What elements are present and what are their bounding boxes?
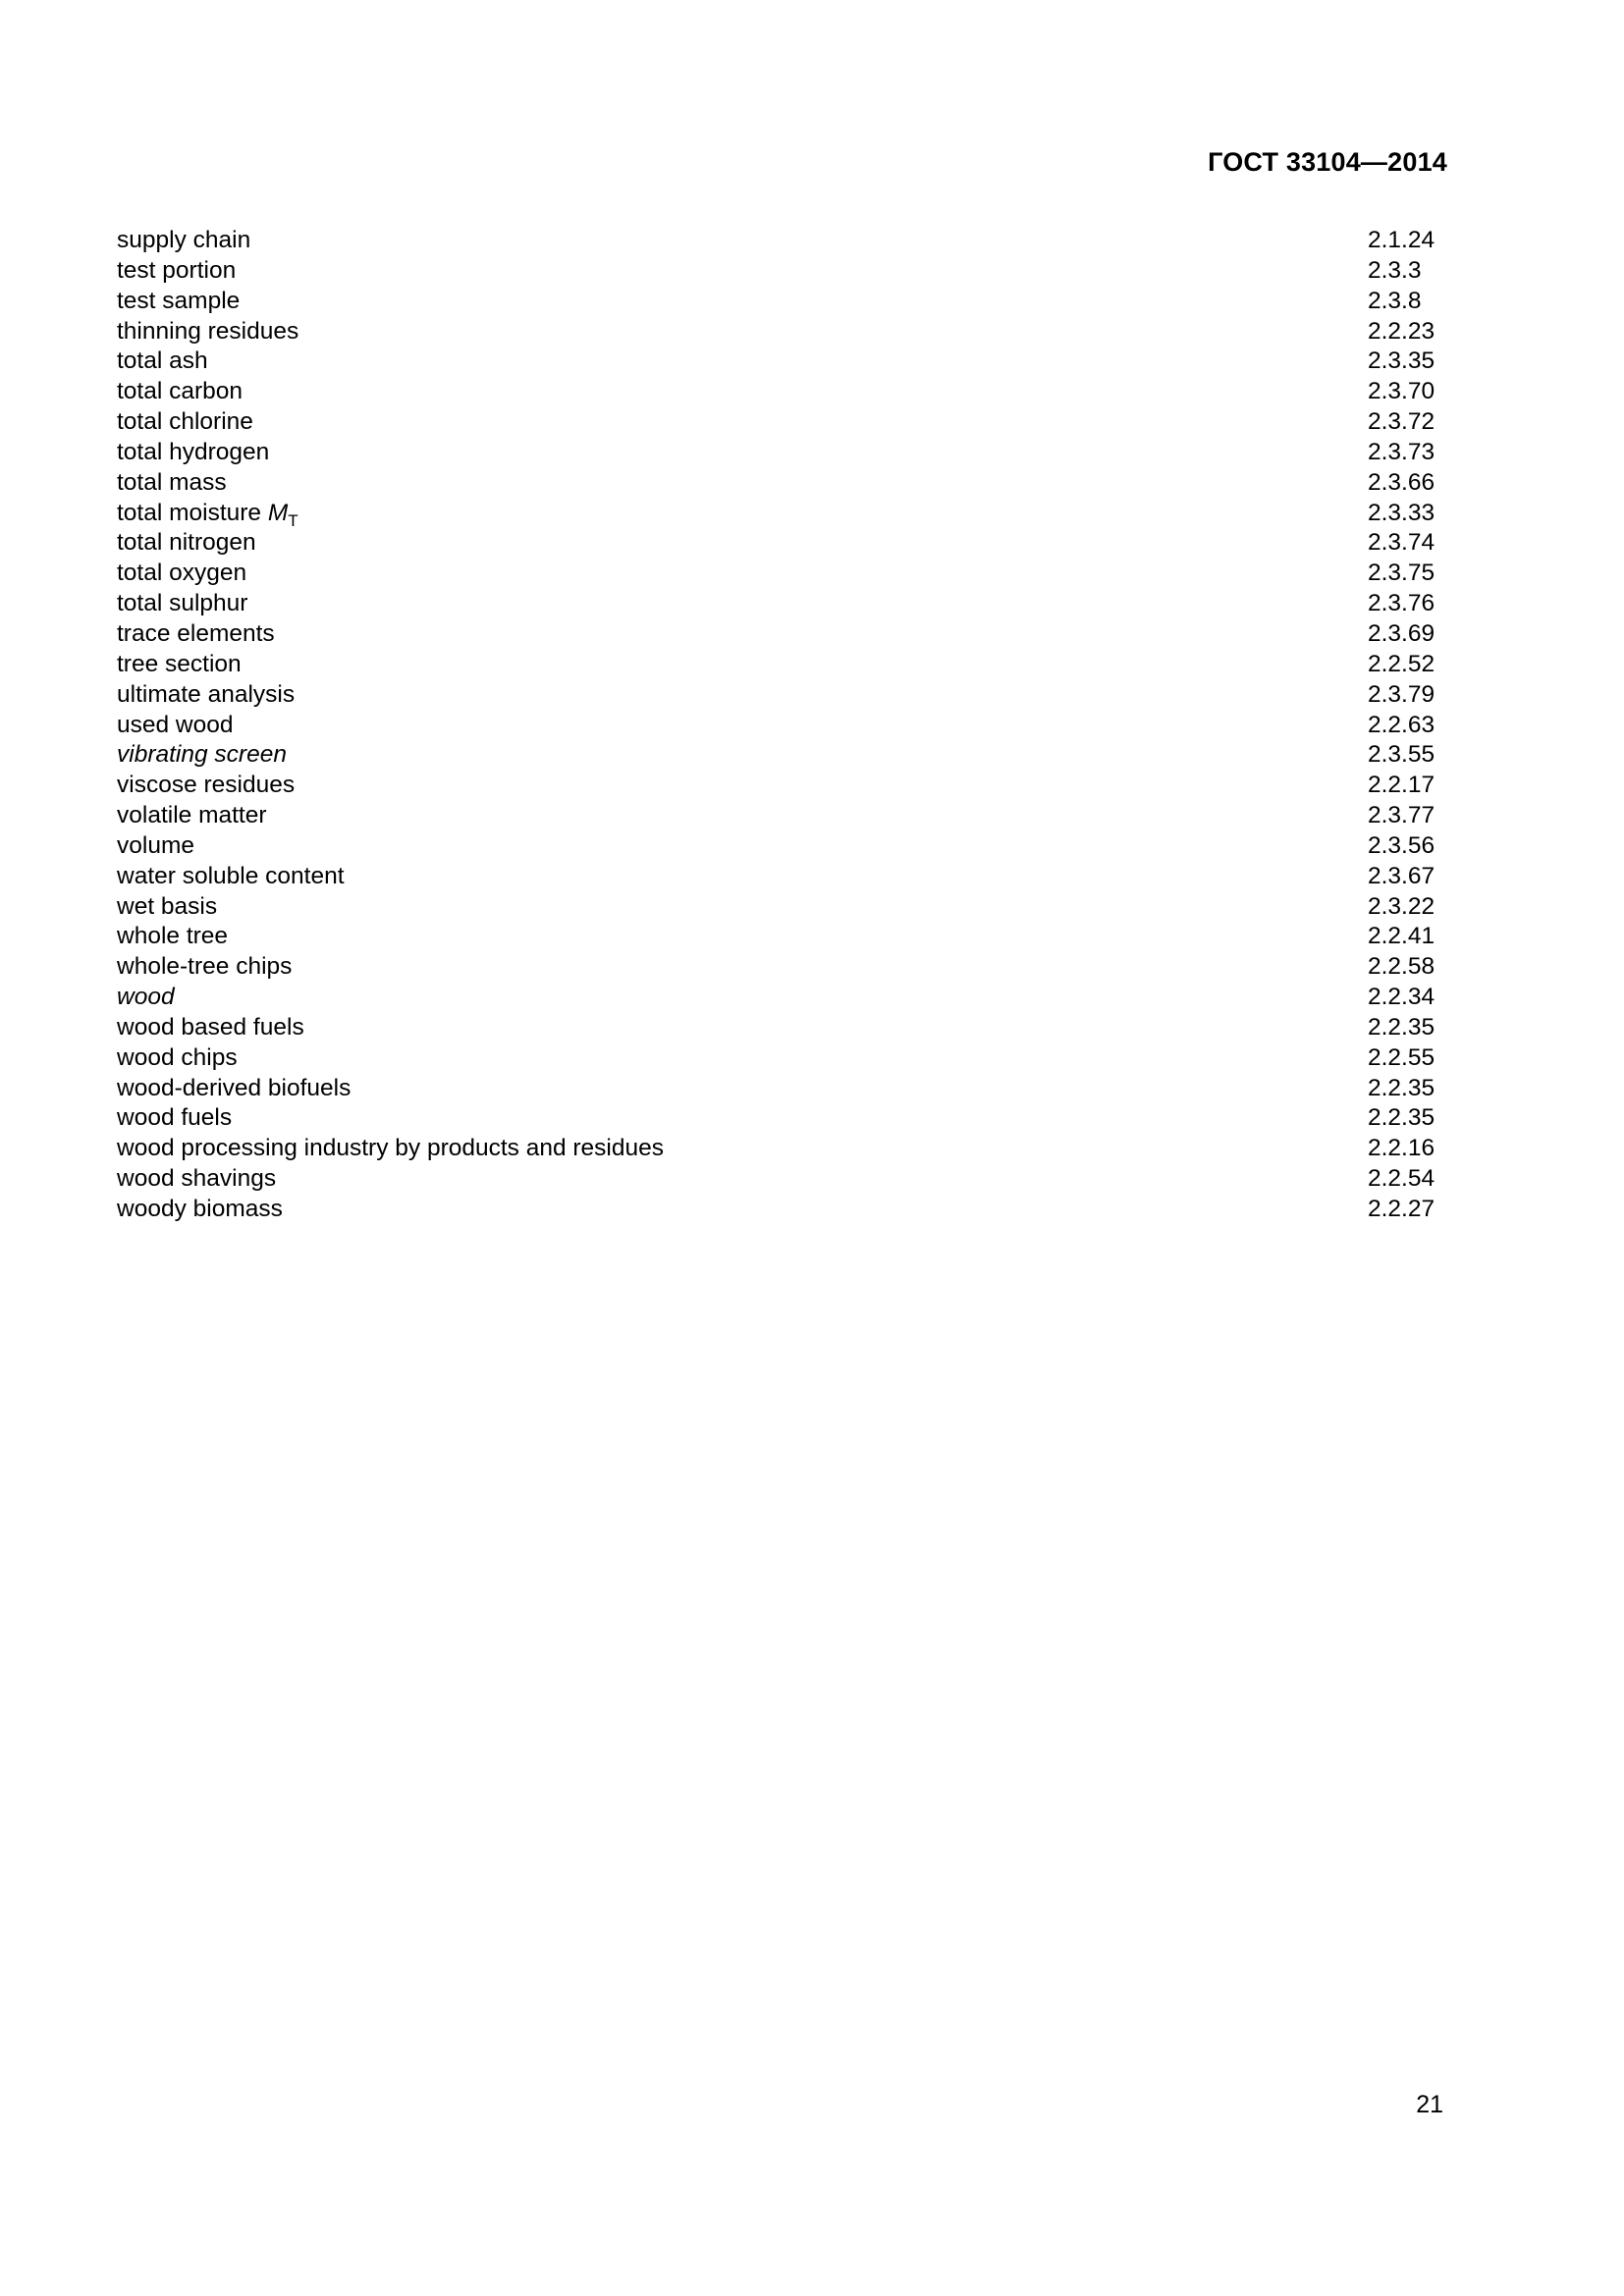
index-clause-reference: 2.3.72 <box>1368 408 1435 436</box>
page-number: 21 <box>1416 2091 1443 2118</box>
index-term-text: whole-tree chips <box>117 953 293 981</box>
index-entry <box>117 317 1437 347</box>
index-clause-reference: 2.2.55 <box>1368 1043 1435 1071</box>
index-clause-reference: 2.3.70 <box>1368 378 1435 405</box>
index-term-text: ultimate analysis <box>117 680 296 708</box>
index-entry <box>117 892 1437 923</box>
index-clause-reference: 2.2.35 <box>1368 1074 1435 1101</box>
index-clause-reference: 2.2.34 <box>1368 984 1435 1011</box>
index-term <box>117 407 253 438</box>
index-entry <box>117 680 1437 711</box>
index-term <box>117 650 242 680</box>
index-term <box>117 1074 351 1104</box>
index-term <box>117 1103 232 1134</box>
index-term-text: total carbon <box>117 378 244 405</box>
index-entry <box>117 952 1437 983</box>
index-clause-reference: 2.2.23 <box>1368 317 1435 345</box>
index-term-text: wood fuels <box>117 1104 233 1132</box>
index-term-text: volume <box>117 831 194 859</box>
index-entry <box>117 983 1437 1013</box>
index-term <box>117 680 295 711</box>
index-term <box>117 468 227 499</box>
index-term-text: wood-derived biofuels <box>117 1074 352 1101</box>
index-term-text: test sample <box>117 287 241 314</box>
index-term <box>117 922 228 952</box>
index-clause-reference: 2.3.33 <box>1368 499 1435 526</box>
index-term <box>117 1195 283 1225</box>
index-term <box>117 740 287 771</box>
index-clause-reference: 2.3.55 <box>1368 741 1435 769</box>
index-term-text: viscose residues <box>117 772 296 799</box>
index-entry <box>117 922 1437 952</box>
index-clause-reference: 2.3.76 <box>1368 590 1435 617</box>
index-entry <box>117 559 1437 589</box>
index-entry <box>117 1134 1437 1164</box>
index-entry <box>117 1074 1437 1104</box>
index-entry <box>117 468 1437 499</box>
index-term-text: total mass <box>117 468 227 496</box>
index-term <box>117 1043 238 1074</box>
index-term-text: wet basis <box>117 892 218 920</box>
index-entry <box>117 862 1437 892</box>
index-term <box>117 528 256 559</box>
index-clause-reference: 2.2.35 <box>1368 1104 1435 1132</box>
index-term <box>117 771 295 801</box>
page-header-standard-code: ГОСТ 33104—2014 <box>1208 147 1447 177</box>
index-term-text: vibrating screen <box>117 741 287 769</box>
index-entry <box>117 1164 1437 1195</box>
index-entry <box>117 499 1437 529</box>
index-clause-reference: 2.2.63 <box>1368 711 1435 738</box>
index-clause-reference: 2.2.52 <box>1368 650 1435 677</box>
index-term-text: thinning residues <box>117 317 299 345</box>
index-entry <box>117 650 1437 680</box>
index-clause-reference: 2.3.8 <box>1368 287 1422 314</box>
index-term-text: wood chips <box>117 1043 238 1071</box>
index-term-text: test portion <box>117 256 237 284</box>
index-entry <box>117 407 1437 438</box>
index-entry <box>117 287 1437 317</box>
index-term-text: water soluble content <box>117 862 345 889</box>
index-term-text: woody biomass <box>117 1196 283 1222</box>
index-term <box>117 438 269 468</box>
index-term-text: total moisture <box>117 499 268 526</box>
index-term-text: used wood <box>117 711 234 738</box>
index-term <box>117 589 247 619</box>
index-entry <box>117 226 1437 256</box>
index-entry <box>117 1195 1437 1225</box>
index-clause-reference: 2.3.73 <box>1368 438 1435 465</box>
index-term <box>117 831 194 862</box>
index-clause-reference: 2.3.56 <box>1368 831 1435 859</box>
index-entry <box>117 528 1437 559</box>
index-entry <box>117 1103 1437 1134</box>
index-entry <box>117 831 1437 862</box>
index-entry <box>117 347 1437 377</box>
index-term-text: wood based fuels <box>117 1013 304 1041</box>
index-term <box>117 619 275 650</box>
index-term <box>117 1134 664 1164</box>
index-entry <box>117 740 1437 771</box>
index-clause-reference: 2.2.41 <box>1368 923 1435 950</box>
index-term <box>117 256 236 287</box>
index-term <box>117 711 234 741</box>
index-term-text: wood <box>117 984 175 1011</box>
index-term-text: total oxygen <box>117 560 247 587</box>
index-entry <box>117 771 1437 801</box>
index-term <box>117 892 217 923</box>
index-term-text: volatile matter <box>117 802 267 829</box>
index-term <box>117 226 250 256</box>
index-term-text: wood processing industry by products and residues <box>117 1135 665 1162</box>
index-term <box>117 499 298 531</box>
index-term-text: whole tree <box>117 923 229 950</box>
index-entry <box>117 619 1437 650</box>
index-term-text: wood shavings <box>117 1165 277 1193</box>
index-clause-reference: 2.3.35 <box>1368 347 1435 375</box>
index-term <box>117 983 175 1013</box>
index-clause-reference: 2.3.3 <box>1368 256 1422 284</box>
index-term-text: trace elements <box>117 619 275 647</box>
index-entry <box>117 801 1437 831</box>
index-term-text: supply chain <box>117 227 251 253</box>
index-clause-reference: 2.3.79 <box>1368 680 1435 708</box>
index-clause-reference: 2.2.35 <box>1368 1013 1435 1041</box>
index-term <box>117 862 345 892</box>
index-clause-reference: 2.1.24 <box>1368 227 1435 253</box>
index-entry <box>117 589 1437 619</box>
index-entry <box>117 438 1437 468</box>
index-term-subscript: T <box>288 510 298 530</box>
index-clause-reference: 2.3.67 <box>1368 862 1435 889</box>
index-entry <box>117 1013 1437 1043</box>
index-clause-reference: 2.2.54 <box>1368 1165 1435 1193</box>
alphabetical-index-list <box>117 226 1437 1225</box>
index-clause-reference: 2.3.22 <box>1368 892 1435 920</box>
index-term <box>117 952 292 983</box>
index-term-text: total nitrogen <box>117 529 256 557</box>
index-entry <box>117 256 1437 287</box>
index-clause-reference: 2.3.77 <box>1368 802 1435 829</box>
index-entry <box>117 711 1437 741</box>
index-clause-reference: 2.2.58 <box>1368 953 1435 981</box>
index-term <box>117 377 243 407</box>
index-term-text: total sulphur <box>117 590 248 617</box>
index-term <box>117 1164 276 1195</box>
index-term-text: total hydrogen <box>117 438 270 465</box>
index-clause-reference: 2.3.66 <box>1368 468 1435 496</box>
index-term-text: tree section <box>117 650 242 677</box>
index-clause-reference: 2.3.74 <box>1368 529 1435 557</box>
index-clause-reference: 2.2.27 <box>1368 1196 1435 1222</box>
index-term <box>117 1013 304 1043</box>
index-clause-reference: 2.2.17 <box>1368 772 1435 799</box>
index-entry <box>117 377 1437 407</box>
index-term <box>117 347 208 377</box>
index-term-text: total chlorine <box>117 408 253 436</box>
index-term <box>117 559 246 589</box>
index-term-text: total ash <box>117 347 208 375</box>
index-clause-reference: 2.2.16 <box>1368 1135 1435 1162</box>
index-term-symbol: M <box>267 499 289 526</box>
index-term <box>117 801 267 831</box>
index-clause-reference: 2.3.75 <box>1368 560 1435 587</box>
index-term <box>117 317 298 347</box>
index-term <box>117 287 240 317</box>
index-entry <box>117 1043 1437 1074</box>
index-clause-reference: 2.3.69 <box>1368 619 1435 647</box>
